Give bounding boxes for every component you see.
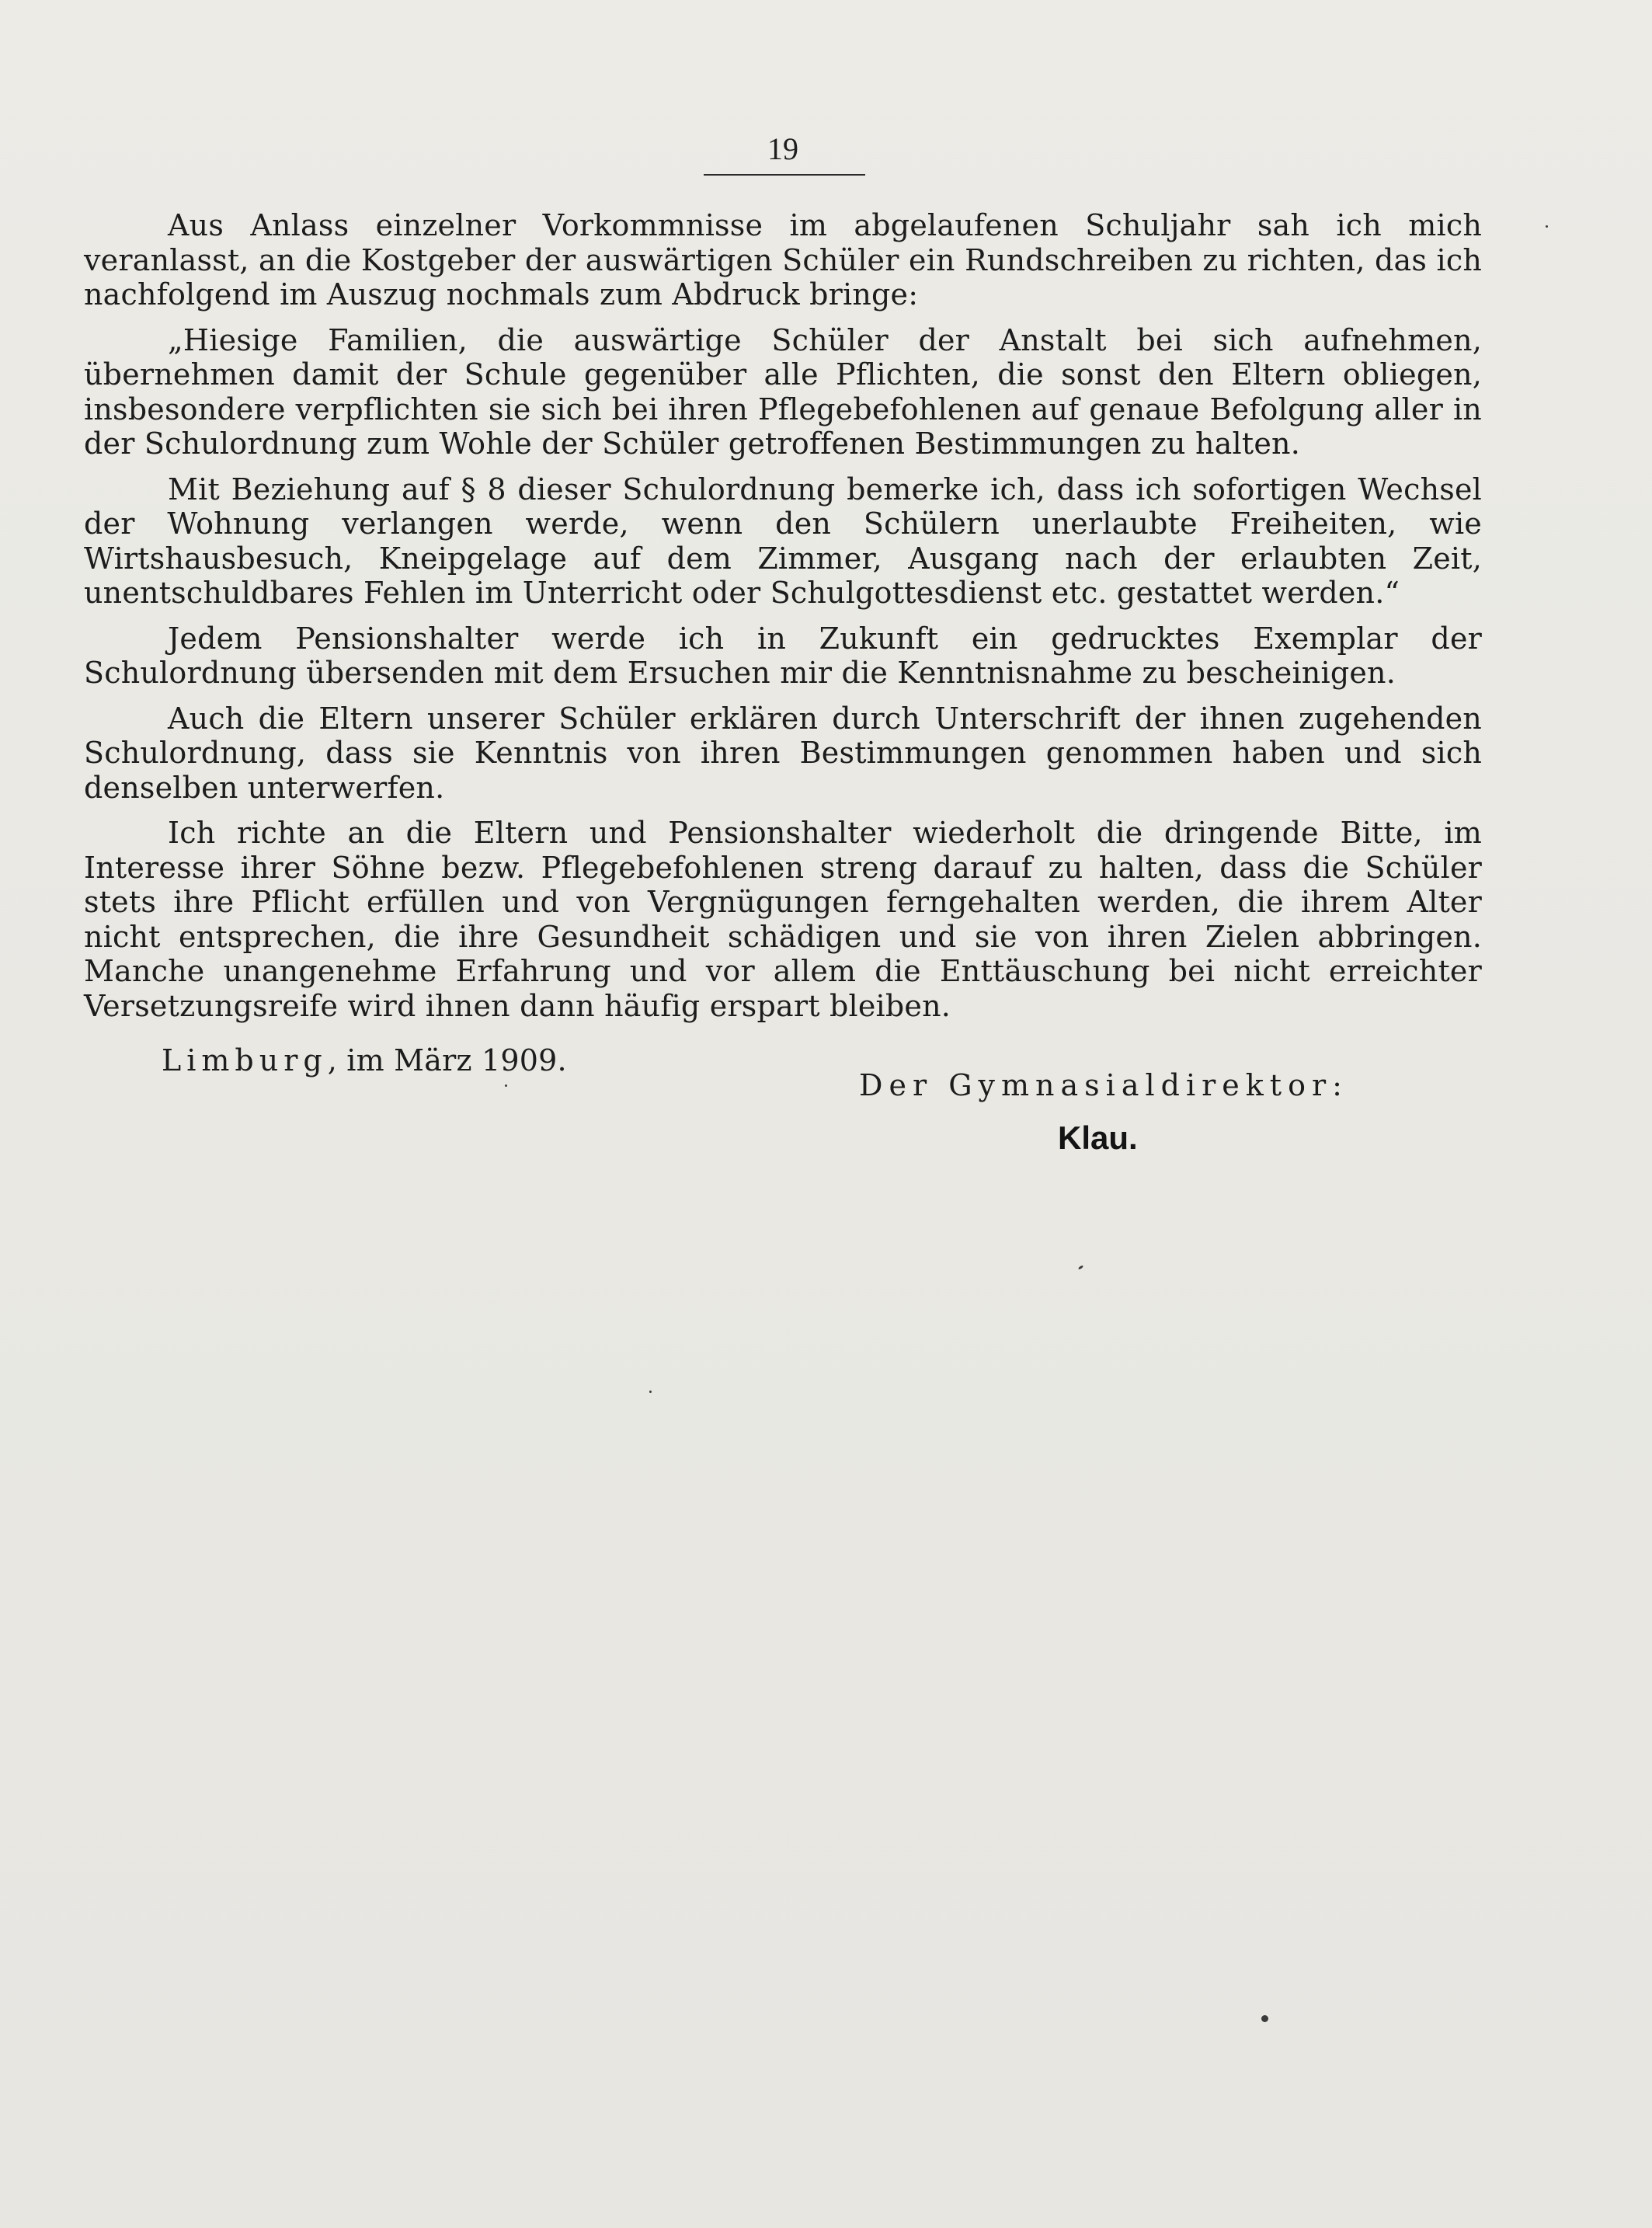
body-text: [84, 208, 1482, 1078]
paragraph-request: Ich richte an die Eltern und Pensionshalter wiederholt die dringende Bitte, im Interesse ihrer Söhne bezw. Pflegebefohlenen streng darauf zu halten, dass die Schüler stets ihre Pflicht erfüllen und von Vergnügungen ferngehalten werden, die ihrem Alter nicht entsprechen, die ihre Gesundheit schädigen und sie von ihren Zielen abbringen. Manche unangenehme Erfahrung und vor allem die Enttäuschung bei nicht erreichter Versetzungsreife wird ihnen dann häufig erspart bleiben.: [84, 816, 1482, 1023]
paper-speck: [1078, 1265, 1083, 1269]
page-number: 19: [767, 131, 798, 166]
signature-name: Klau.: [1058, 1119, 1138, 1156]
paragraph-quote-families: „Hiesige Familien, die auswärtige Schüler der Anstalt bei sich aufnehmen, übernehmen damit der Schule gegenüber alle Pflichten, die sonst den Eltern obliegen, insbesondere verpflichten sie sich bei ihren Pflegebefohlenen auf genaue Befolgung aller in der Schulordnung zum Wohle der Schüler getroffenen Bestimmungen zu halten.: [84, 322, 1482, 461]
paper-speck: [1261, 2015, 1268, 2022]
paper-speck: [505, 1084, 507, 1087]
dateline-place: Limburg: [162, 1043, 328, 1077]
paragraph-intro: Aus Anlass einzelner Vorkommnisse im abgelaufenen Schuljahr sah ich mich veranlasst, an die Kostgeber der auswärtigen Schüler ein Rundschreiben zu richten, das ich nachfolgend im Auszug nochmals zum Abdruck bringe:: [84, 208, 1482, 312]
page-number-rule: [704, 174, 865, 176]
paper-speck: [1546, 225, 1548, 228]
paragraph-pension-holders: Jedem Pensionshalter werde ich in Zukunft ein gedrucktes Exemplar der Schulordnung übersenden mit dem Ersuchen mir die Kenntnisnahme zu bescheinigen.: [84, 621, 1482, 690]
dateline-date: , im März 1909.: [327, 1043, 567, 1077]
signature-role: Der Gymnasialdirektor:: [859, 1068, 1348, 1102]
paragraph-parents: Auch die Eltern unserer Schüler erklären durch Unterschrift der ihnen zugehenden Schulordnung, dass sie Kenntnis von ihren Bestimmungen genommen haben und sich denselben unterwerfen.: [84, 701, 1482, 805]
paper-speck: [649, 1391, 652, 1393]
paragraph-quote-section-8: Mit Beziehung auf § 8 dieser Schulordnung bemerke ich, dass ich sofortigen Wechsel der Wohnung verlangen werde, wenn den Schülern unerlaubte Freiheiten, wie Wirtshausbesuch, Kneipgelage auf dem Zimmer, Ausgang nach der erlaubten Zeit, unentschuldbares Fehlen im Unterricht oder Schulgottesdienst etc. gestattet werden.“: [84, 472, 1482, 610]
